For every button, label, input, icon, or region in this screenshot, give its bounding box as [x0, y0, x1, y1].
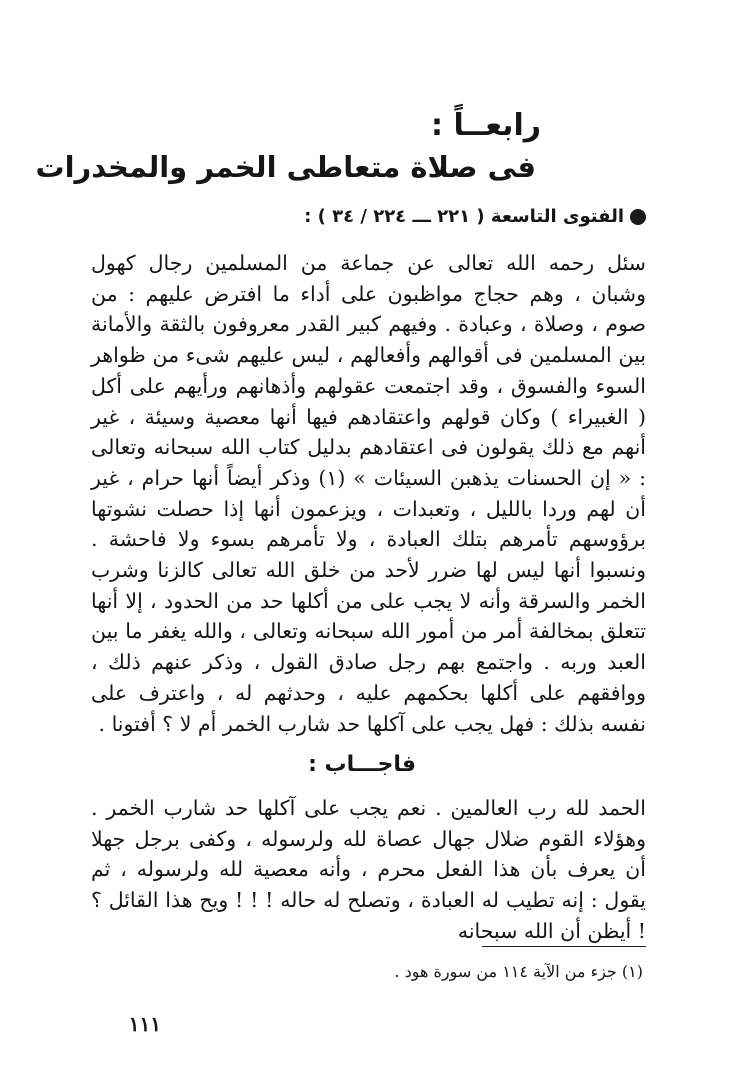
- section-label: رابعــاً :: [431, 108, 541, 143]
- fatwa-reference-text: الفتوى التاسعة ( ٢٢١ ـــ ٢٢٤ / ٣٤ ) :: [304, 206, 624, 227]
- section-title: فى صلاة متعاطى الخمر والمخدرات: [35, 150, 536, 184]
- answer-paragraph: الحمد لله رب العالمين . نعم يجب على آكلها حد شارب الخمر . وهؤلاء القوم ضلال جهال عصاة لله ولرسوله ، وكفى برجل جهلا أن يعرف بأن هذا الفعل محرم ، وأنه معصية لله ولرسوله ، ثم يقول : إنه تطيب له العبادة ، وتصلح له حاله ! ! ! ويح هذا القائل ؟ ! أيظن أن الله سبحانه: [91, 796, 646, 943]
- footnote: (١) جزء من الآية ١١٤ من سورة هود .: [394, 962, 643, 981]
- footnote-divider: [482, 946, 646, 947]
- fatwa-reference: [304, 206, 646, 227]
- question-paragraph: سئل رحمه الله تعالى عن جماعة من المسلمين رجال كهول وشبان ، وهم حجاج مواظبون على أداء ما افترض عليهم : من صوم ، وصلاة ، وعبادة . وفيهم كبير القدر معروفون بالثقة والأمانة بين المسلمين فى أقوالهم وأفعالهم ، ليس عليهم شىء من ظواهر السوء والفسوق ، وقد اجتمعت عقولهم وأذهانهم ورأيهم على أكل ( الغبيراء ) وكان قولهم واعتقادهم فيها أنها معصية وسيئة ، غير أنهم مع ذلك يقولون فى اعتقادهم بدليل كتاب الله سبحانه وتعالى : « إن الحسنات يذهبن السيئات » (١) وذكر أيضاً أنها حرام ، غير أن لهم وردا بالليل ، وتعبدات ، ويزعمون أنها إذا حصلت نشوتها برؤوسهم تأمرهم بتلك العبادة ، ولا تأمرهم بسوء ولا فاحشة . ونسبوا أنها ليس لها ضرر لأحد من خلق الله تعالى كالزنا وشرب الخمر والسرقة وأنه لا يجب على من أكلها حد من الحدود ، إلا أنها تتعلق بمخالفة أمر من أمور الله سبحانه وتعالى ، والله يغفر ما بين العبد وربه . واجتمع بهم رجل صادق القول ، وذكر عنهم ذلك ، ووافقهم على أكلها بحكمهم عليه ، وحدثهم له ، واعترف على نفسه بذلك : فهل يجب على آكلها حد شارب الخمر أم لا ؟ أفتونا .: [91, 251, 647, 736]
- answer-heading: فاجـــاب :: [308, 752, 416, 777]
- bullet-icon: [630, 209, 646, 225]
- page-number: ١١١: [128, 1012, 161, 1036]
